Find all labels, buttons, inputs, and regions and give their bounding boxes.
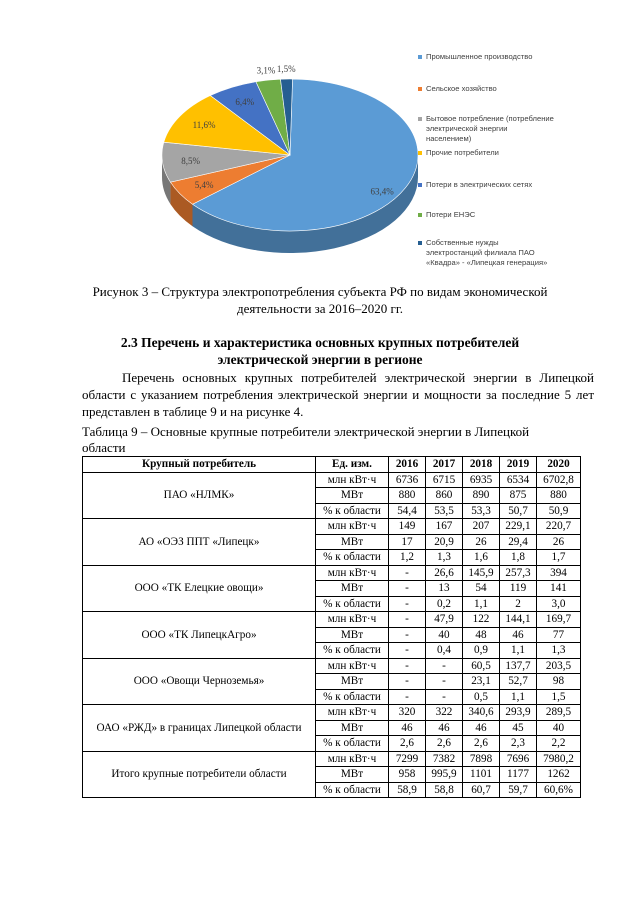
value-cell: 1,5 [537, 689, 581, 705]
legend-swatch [418, 87, 422, 91]
consumer-name-cell: ООО «ТК ЛипецкАгро» [83, 612, 316, 659]
consumer-name-cell: ООО «ТК Елецкие овощи» [83, 565, 316, 612]
consumers-table [82, 456, 581, 798]
legend-item [418, 84, 608, 94]
pie-data-label: 5,4% [194, 180, 214, 191]
header-cell: 2019 [500, 457, 537, 473]
value-cell: - [389, 689, 426, 705]
section-heading-line: электрической энергии в регионе [217, 352, 423, 367]
unit-cell: млн кВт·ч [316, 565, 389, 581]
legend-swatch [418, 183, 422, 187]
legend-label-line: Потери в электрических сетях [426, 180, 533, 189]
value-cell: 58,8 [426, 782, 463, 798]
value-cell: 60,7 [463, 782, 500, 798]
legend-label-line: электростанций филиала ПАО [426, 248, 535, 257]
value-cell: 1,1 [500, 643, 537, 659]
legend-swatch [418, 213, 422, 217]
value-cell: 0,2 [426, 596, 463, 612]
value-cell: - [426, 689, 463, 705]
legend-label-line: Промышленное производство [426, 52, 533, 61]
header-cell: 2020 [537, 457, 581, 473]
unit-cell: МВт [316, 627, 389, 643]
value-cell: - [426, 658, 463, 674]
value-cell: 58,9 [389, 782, 426, 798]
legend-label [426, 238, 547, 268]
unit-cell: млн кВт·ч [316, 658, 389, 674]
unit-cell: МВт [316, 488, 389, 504]
value-cell: - [389, 612, 426, 628]
legend-label-line: электрической энергии [426, 124, 508, 133]
legend-label-line: населением) [426, 134, 472, 143]
value-cell: 1,1 [500, 689, 537, 705]
value-cell: 26,6 [426, 565, 463, 581]
legend-item [418, 148, 608, 158]
body-paragraph-text: Перечень основных крупных потребителей электрической энергии в Липецкой области с указанием потребления электрической энергии и мощности за последние 5 лет представлен в таблице 9 и на рисунке 4. [82, 370, 594, 419]
value-cell: 229,1 [500, 519, 537, 535]
value-cell: 1,2 [389, 550, 426, 566]
value-cell: 26 [537, 534, 581, 550]
value-cell: 144,1 [500, 612, 537, 628]
value-cell: 50,7 [500, 503, 537, 519]
unit-cell: млн кВт·ч [316, 705, 389, 721]
unit-cell: МВт [316, 720, 389, 736]
header-cell: 2016 [389, 457, 426, 473]
value-cell: 7898 [463, 751, 500, 767]
value-cell: 6534 [500, 472, 537, 488]
value-cell: 289,5 [537, 705, 581, 721]
unit-cell: млн кВт·ч [316, 612, 389, 628]
value-cell: 320 [389, 705, 426, 721]
value-cell: 53,3 [463, 503, 500, 519]
value-cell: 122 [463, 612, 500, 628]
value-cell: 6736 [389, 472, 426, 488]
pie-chart-svg [140, 60, 440, 270]
value-cell: 48 [463, 627, 500, 643]
value-cell: 13 [426, 581, 463, 597]
unit-cell: млн кВт·ч [316, 751, 389, 767]
value-cell: 0,5 [463, 689, 500, 705]
value-cell: 220,7 [537, 519, 581, 535]
value-cell: 2,6 [463, 736, 500, 752]
legend-item [418, 238, 608, 268]
value-cell: 169,7 [537, 612, 581, 628]
value-cell: 257,3 [500, 565, 537, 581]
unit-cell: МВт [316, 534, 389, 550]
legend-label [426, 180, 532, 190]
pie-data-label: 8,5% [181, 155, 201, 166]
legend-label-line: Потери ЕНЭС [426, 210, 476, 219]
legend-swatch [418, 151, 422, 155]
unit-cell: % к области [316, 736, 389, 752]
value-cell: 995,9 [426, 767, 463, 783]
consumer-name-cell: АО «ОЭЗ ППТ «Липецк» [83, 519, 316, 566]
unit-cell: МВт [316, 581, 389, 597]
value-cell: 77 [537, 627, 581, 643]
value-cell: 2 [500, 596, 537, 612]
value-cell: 394 [537, 565, 581, 581]
header-cell: 2018 [463, 457, 500, 473]
value-cell: - [389, 643, 426, 659]
unit-cell: МВт [316, 767, 389, 783]
value-cell: 47,9 [426, 612, 463, 628]
value-cell: 54,4 [389, 503, 426, 519]
value-cell: 322 [426, 705, 463, 721]
value-cell: 46 [426, 720, 463, 736]
legend-label [426, 52, 532, 62]
value-cell: 207 [463, 519, 500, 535]
value-cell: 6935 [463, 472, 500, 488]
value-cell: 1262 [537, 767, 581, 783]
value-cell: 7299 [389, 751, 426, 767]
consumer-name-cell: ОАО «РЖД» в границах Липецкой области [83, 705, 316, 752]
value-cell: 3,0 [537, 596, 581, 612]
unit-cell: % к области [316, 689, 389, 705]
value-cell: 60,5 [463, 658, 500, 674]
value-cell: - [389, 627, 426, 643]
unit-cell: % к области [316, 782, 389, 798]
figure-caption-line: деятельности за 2016–2020 гг. [236, 301, 404, 316]
value-cell: 203,5 [537, 658, 581, 674]
legend-label [426, 148, 499, 158]
table-row [83, 705, 581, 721]
header-cell: 2017 [426, 457, 463, 473]
legend-label-line: Бытовое потребление (потребление [426, 114, 554, 123]
legend-label-line: Собственные нужды [426, 238, 499, 247]
legend-label [426, 84, 497, 94]
pie-data-label: 11,6% [192, 119, 216, 130]
value-cell: 141 [537, 581, 581, 597]
pie-data-label: 6,4% [235, 97, 255, 108]
section-heading-line: 2.3 Перечень и характеристика основных крупных потребителей [120, 335, 520, 350]
table-row [83, 565, 581, 581]
table-row [83, 751, 581, 767]
legend-label-line: Прочие потребители [426, 148, 499, 157]
legend-item [418, 180, 608, 190]
body-paragraph [82, 369, 594, 420]
value-cell: 2,3 [500, 736, 537, 752]
value-cell: 54 [463, 581, 500, 597]
value-cell: 2,6 [426, 736, 463, 752]
consumer-name-cell: Итого крупные потребители области [83, 751, 316, 798]
value-cell: 60,6% [537, 782, 581, 798]
value-cell: 1,3 [426, 550, 463, 566]
legend-swatch [418, 241, 422, 245]
value-cell: 890 [463, 488, 500, 504]
value-cell: 145,9 [463, 565, 500, 581]
value-cell: 40 [537, 720, 581, 736]
table-row [83, 472, 581, 488]
legend-item [418, 114, 608, 144]
value-cell: 7980,2 [537, 751, 581, 767]
pie-data-label: 1,5% [276, 64, 296, 75]
table-title-line: области [82, 440, 126, 455]
value-cell: 1,8 [500, 550, 537, 566]
pie-chart [140, 60, 440, 270]
value-cell: 7696 [500, 751, 537, 767]
value-cell: - [389, 581, 426, 597]
value-cell: 1,3 [537, 643, 581, 659]
value-cell: 0,4 [426, 643, 463, 659]
value-cell: 46 [389, 720, 426, 736]
pie-data-label: 3,1% [256, 65, 276, 76]
value-cell: 2,6 [389, 736, 426, 752]
value-cell: 26 [463, 534, 500, 550]
legend-label-line: Сельское хозяйство [426, 84, 497, 93]
value-cell: 7382 [426, 751, 463, 767]
value-cell: 167 [426, 519, 463, 535]
value-cell: 6702,8 [537, 472, 581, 488]
legend-label [426, 210, 475, 220]
value-cell: 52,7 [500, 674, 537, 690]
value-cell: - [389, 596, 426, 612]
value-cell: 0,9 [463, 643, 500, 659]
unit-cell: МВт [316, 674, 389, 690]
unit-cell: % к области [316, 550, 389, 566]
figure-caption-line: Рисунок 3 – Структура электропотребления субъекта РФ по видам экономической [92, 284, 548, 299]
value-cell: 2,2 [537, 736, 581, 752]
value-cell: 1,7 [537, 550, 581, 566]
value-cell: 46 [463, 720, 500, 736]
unit-cell: % к области [316, 503, 389, 519]
table-header-row [83, 457, 581, 473]
legend-label-line: «Квадра» - «Липецкая генерация» [426, 258, 548, 267]
value-cell: - [389, 674, 426, 690]
legend-swatch [418, 117, 422, 121]
header-cell: Крупный потребитель [83, 457, 316, 473]
value-cell: 45 [500, 720, 537, 736]
section-heading [60, 334, 580, 368]
unit-cell: % к области [316, 596, 389, 612]
value-cell: 293,9 [500, 705, 537, 721]
value-cell: - [389, 565, 426, 581]
pie-data-label: 63,4% [370, 186, 394, 197]
value-cell: 50,9 [537, 503, 581, 519]
value-cell: 1,6 [463, 550, 500, 566]
consumer-name-cell: ООО «Овощи Черноземья» [83, 658, 316, 705]
table-row [83, 658, 581, 674]
table-title-line: Таблица 9 – Основные крупные потребители электрической энергии в Липецкой [82, 424, 530, 439]
value-cell: - [426, 674, 463, 690]
unit-cell: млн кВт·ч [316, 472, 389, 488]
table-row [83, 519, 581, 535]
value-cell: 98 [537, 674, 581, 690]
value-cell: 958 [389, 767, 426, 783]
unit-cell: % к области [316, 643, 389, 659]
value-cell: 137,7 [500, 658, 537, 674]
value-cell: 1101 [463, 767, 500, 783]
value-cell: 1177 [500, 767, 537, 783]
figure-caption [60, 283, 580, 317]
value-cell: 119 [500, 581, 537, 597]
value-cell: 880 [389, 488, 426, 504]
value-cell: 1,1 [463, 596, 500, 612]
header-cell: Ед. изм. [316, 457, 389, 473]
value-cell: 860 [426, 488, 463, 504]
value-cell: 880 [537, 488, 581, 504]
value-cell: 46 [500, 627, 537, 643]
legend-label [426, 114, 554, 144]
value-cell: 40 [426, 627, 463, 643]
table-title [82, 424, 594, 456]
value-cell: 20,9 [426, 534, 463, 550]
value-cell: 23,1 [463, 674, 500, 690]
value-cell: 875 [500, 488, 537, 504]
value-cell: 17 [389, 534, 426, 550]
consumer-name-cell: ПАО «НЛМК» [83, 472, 316, 519]
value-cell: - [389, 658, 426, 674]
value-cell: 53,5 [426, 503, 463, 519]
unit-cell: млн кВт·ч [316, 519, 389, 535]
legend-swatch [418, 55, 422, 59]
value-cell: 340,6 [463, 705, 500, 721]
legend-item [418, 52, 608, 62]
table-row [83, 612, 581, 628]
value-cell: 59,7 [500, 782, 537, 798]
value-cell: 29,4 [500, 534, 537, 550]
value-cell: 6715 [426, 472, 463, 488]
value-cell: 149 [389, 519, 426, 535]
legend-item [418, 210, 608, 220]
